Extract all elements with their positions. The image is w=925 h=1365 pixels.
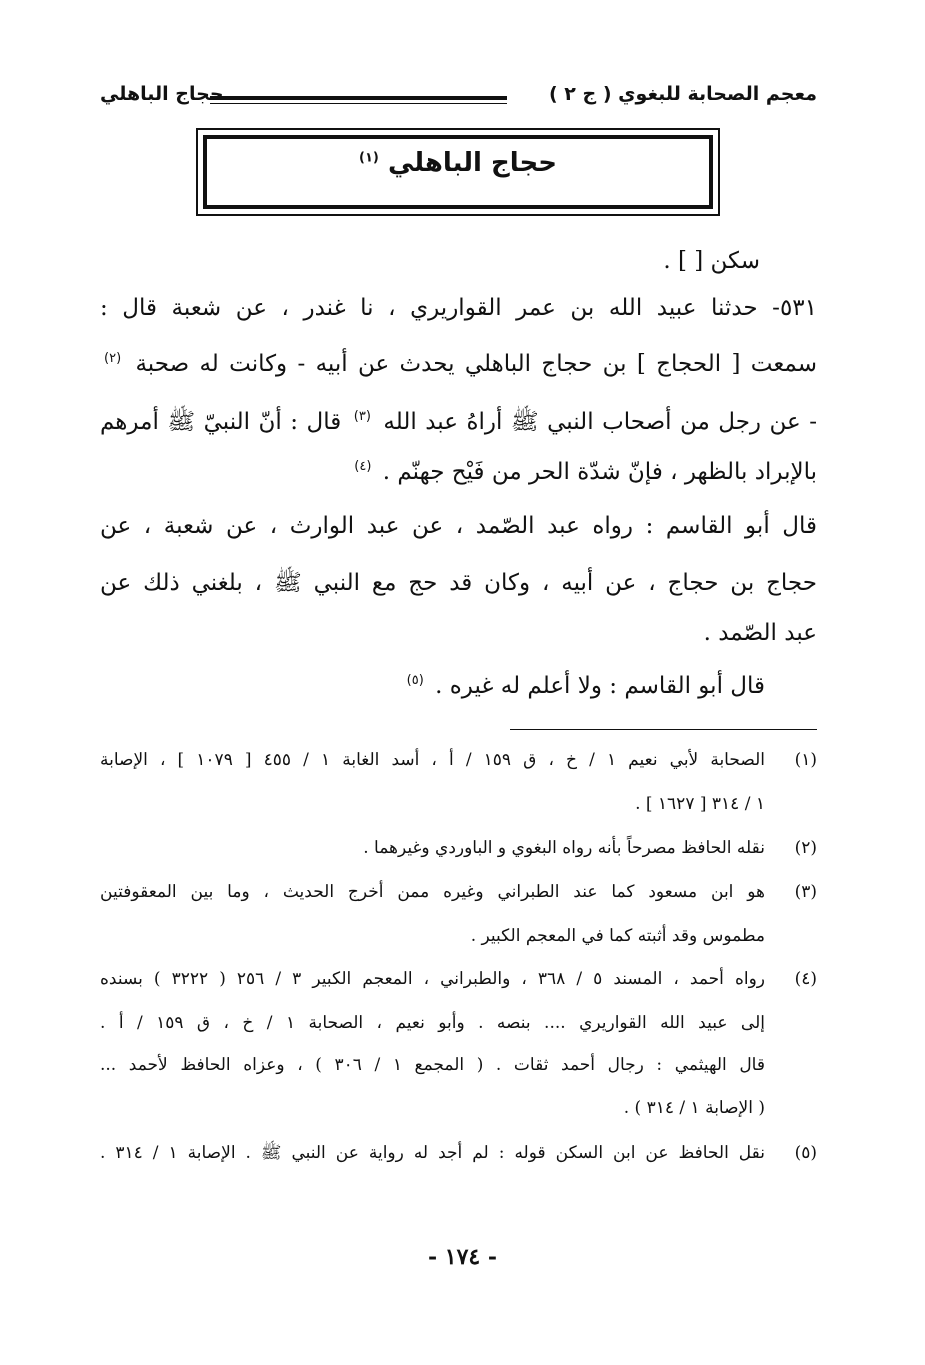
- body-text: - عن رجل من أصحاب النبي ﷺ أراهُ عبد الله: [383, 409, 818, 435]
- footnote-4: [100, 969, 817, 989]
- footnote-ref: (٥): [406, 673, 424, 689]
- body-text: قال أبو القاسم : ولا أعلم له غيره .: [435, 673, 765, 699]
- body-line: حجاج بن حجاج ، عن أبيه ، وكان قد حج مع النبي ﷺ ، بلغني ذلك عن: [100, 570, 817, 596]
- body-line: [100, 407, 817, 441]
- footnote-number: (٤): [794, 969, 817, 989]
- body-line: ٥٣١- حدثنا عبيد الله بن عمر القواريري ، نا غندر ، عن شعبة قال :: [100, 295, 817, 321]
- running-header-book-title: معجم الصحابة للبغوي ( ج ٢ ): [548, 83, 817, 105]
- footnote-4-continued: قال الهيثمي : رجال أحمد ثقات . ( المجمع ١ / ٣٠٦ ) ، وعزاه الحافظ لأحمد ...: [100, 1055, 765, 1075]
- running-header-entry-name: حجاج الباهلي: [100, 83, 224, 105]
- footnote-4-continued: إلى عبيد الله القواريري .... بنصه . وأبو نعيم ، الصحابة ١ / خ ، ق ١٥٩ / أ .: [100, 1013, 765, 1033]
- title-frame: [196, 128, 720, 216]
- footnote-number: (٢): [794, 838, 817, 858]
- footnote-text: رواه أحمد ، المسند ٥ / ٣٦٨ ، والطبراني ، المعجم الكبير ٣ / ٢٥٦ ( ٣٢٢٢ ) بسنده: [100, 969, 765, 989]
- footnote-text: الصحابة لأبي نعيم ١ / خ ، ق ١٥٩ / أ ، أسد الغابة ١ / ٤٥٥ [ ١٠٧٩ ] ، الإصابة: [100, 750, 765, 770]
- footnote-text: نقل الحافظ عن ابن السكن قوله : لم أجد له رواية عن النبي ﷺ . الإصابة ١ / ٣١٤ .: [100, 1143, 765, 1163]
- body-line: سكن [ ] .: [663, 248, 760, 274]
- footnote-3: [100, 882, 817, 902]
- page-number: - ١٧٤ -: [427, 1244, 498, 1270]
- footnote-ref: (٤): [354, 459, 372, 475]
- footnote-text: نقله الحافظ مصرحاً بأنه رواه البغوي و الباوردي وغيرهما .: [363, 838, 765, 858]
- header-rule: [210, 96, 507, 100]
- entry-title-text: حجاج الباهلي: [387, 148, 557, 178]
- footnote-3-continued: مطموس وقد أثبته كما في المعجم الكبير .: [470, 926, 765, 946]
- footnote-4-continued: ( الإصابة ١ / ٣١٤ ) .: [623, 1098, 765, 1118]
- footnote-number: (١): [794, 750, 817, 770]
- footnote-ref: (٢): [104, 351, 122, 367]
- body-line: قال أبو القاسم : رواه عبد الصّمد ، عن عبد الوارث ، عن شعبة ، عن: [100, 513, 817, 539]
- body-text: بالإبراد بالظهر ، فإنّ شدّة الحر من فَيْح جهنّم .: [382, 459, 817, 485]
- footnote-text: هو ابن مسعود كما عند الطبراني وغيره ممن أخرج الحديث ، وما بين المعقوفتين: [100, 882, 765, 902]
- footnote-ref: (١): [359, 150, 379, 166]
- body-text: سمعت [ الحجاج ] بن حجاج الباهلي يحدث عن أبيه - وكانت له صحبة: [135, 351, 817, 377]
- footnote-ref: (٣): [353, 409, 371, 425]
- footnote-number: (٥): [794, 1143, 817, 1163]
- footnote-1: [100, 750, 817, 770]
- body-line: [403, 673, 765, 699]
- footnote-number: (٣): [794, 882, 817, 902]
- footnote-separator: [510, 729, 817, 730]
- body-line: [350, 459, 817, 485]
- footnote-2: [363, 838, 817, 858]
- footnote-1-continued: ١ / ٣١٤ [ ١٦٢٧ ] .: [635, 794, 765, 814]
- entry-title: [198, 148, 718, 178]
- body-line: عبد الصّمد .: [703, 620, 817, 646]
- body-text: قال : أنّ النبيّ ﷺ أمرهم: [100, 409, 342, 435]
- body-line: [100, 351, 817, 377]
- footnote-5: [100, 1142, 817, 1167]
